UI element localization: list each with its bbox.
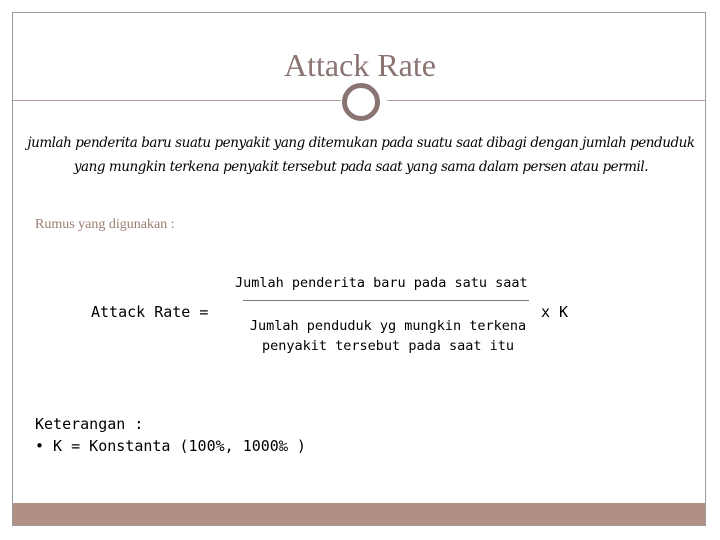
formula-multiplier: x K bbox=[541, 303, 569, 321]
denominator-line-1: Jumlah penduduk yg mungkin terkena bbox=[249, 318, 527, 334]
circle-ornament-icon bbox=[342, 83, 380, 121]
title-divider-left bbox=[13, 100, 341, 101]
formula-label: Attack Rate = bbox=[91, 303, 209, 321]
formula-denominator bbox=[233, 316, 543, 356]
definition-line-1: jumlah penderita baru suatu penyakit yang ditemukan pada suatu saat dibagi dengan jumlah penduduk bbox=[27, 135, 695, 151]
title-divider-right bbox=[387, 100, 706, 101]
formula-numerator: Jumlah penderita baru pada satu saat bbox=[235, 275, 528, 291]
keterangan-item: • K = Konstanta (100%, 1000‰ ) bbox=[35, 437, 306, 455]
footer-bar bbox=[13, 503, 706, 525]
slide-title: Attack Rate bbox=[284, 47, 436, 83]
fraction-line bbox=[243, 300, 529, 301]
slide bbox=[12, 12, 706, 526]
keterangan-title: Keterangan : bbox=[35, 415, 144, 433]
rumus-label: Rumus yang digunakan : bbox=[35, 217, 175, 232]
denominator-line-2: penyakit tersebut pada saat itu bbox=[262, 338, 514, 354]
definition-text bbox=[23, 131, 699, 179]
definition-line-2: yang mungkin terkena penyakit tersebut pada saat yang sama dalam persen atau permil. bbox=[73, 159, 649, 175]
